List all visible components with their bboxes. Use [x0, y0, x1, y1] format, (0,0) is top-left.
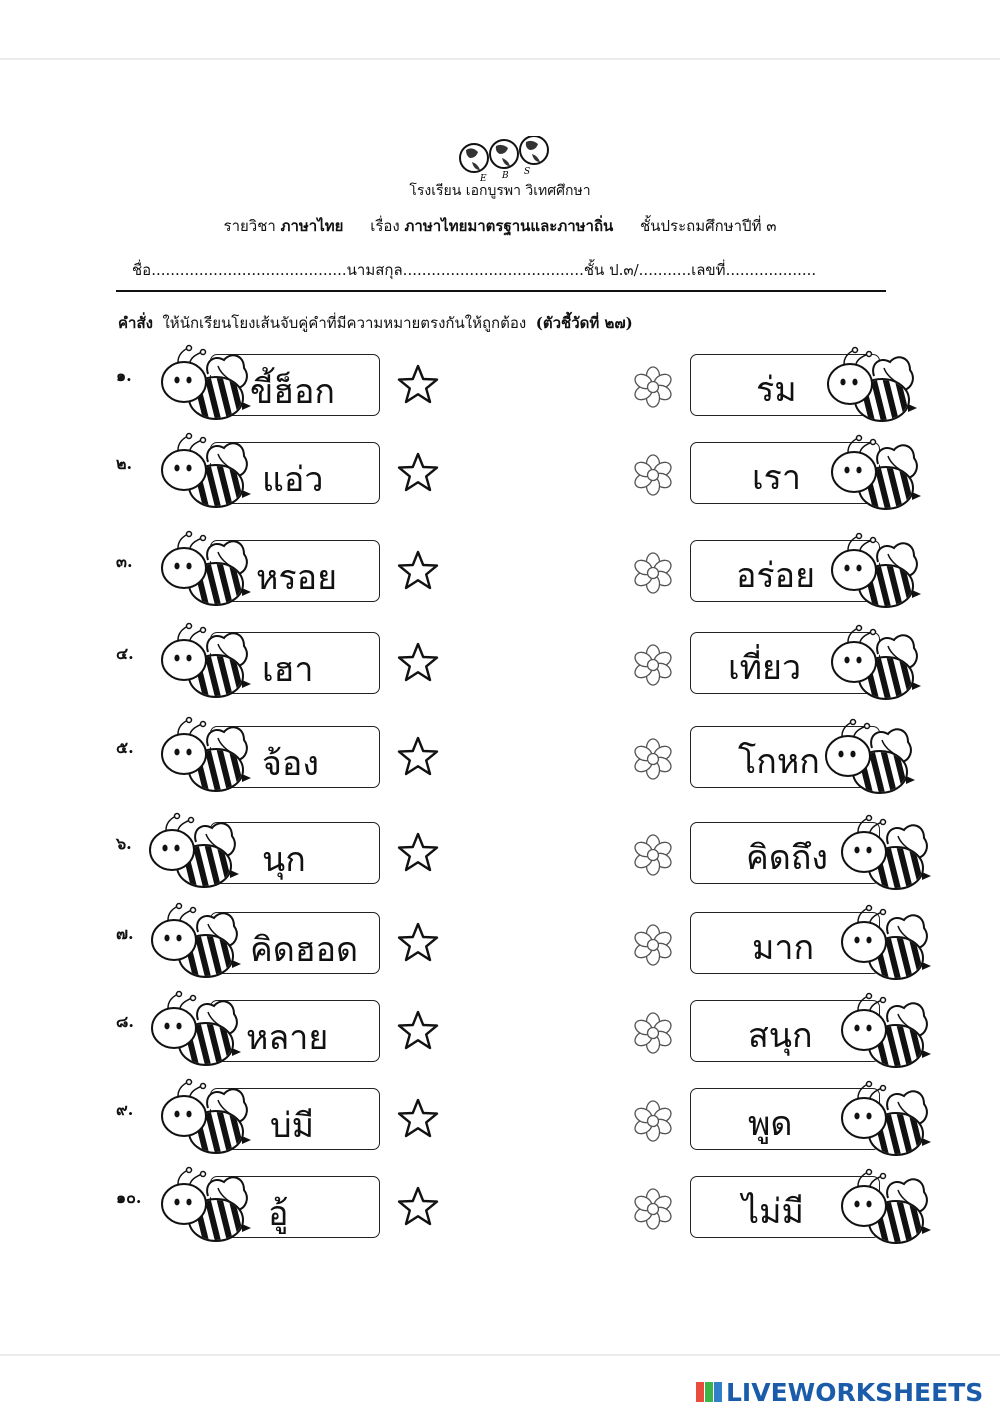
topic-label: เรื่อง [370, 217, 400, 235]
item-number: ๖. [116, 834, 132, 853]
subject-value: ภาษาไทย [280, 217, 344, 235]
bee-icon [826, 434, 922, 516]
dialect-word: ขี้ฮ็อก [250, 372, 335, 412]
match-row [0, 998, 1000, 1072]
flower-connector-icon[interactable] [630, 1098, 676, 1144]
bee-icon [156, 716, 252, 798]
bee-icon [146, 990, 242, 1072]
dialect-word: บ่มี [270, 1106, 314, 1146]
subject-line [0, 214, 1000, 238]
dialect-word: หลาย [246, 1018, 329, 1058]
dialect-word: แอ่ว [262, 460, 324, 500]
standard-word: ร่ม [756, 370, 797, 410]
instruction-label: คำสั่ง [118, 314, 153, 332]
flower-connector-icon[interactable] [630, 550, 676, 596]
bottom-divider [0, 1354, 1000, 1356]
flower-connector-icon[interactable] [630, 364, 676, 410]
standard-word: ไม่มี [742, 1192, 804, 1232]
standard-word: เรา [752, 458, 801, 498]
flower-connector-icon[interactable] [630, 452, 676, 498]
bee-icon [156, 530, 252, 612]
indicator: (ตัวชี้วัดที่ ๒๗) [535, 314, 633, 332]
bee-icon [820, 718, 916, 800]
header-rule [116, 290, 886, 292]
match-row [0, 440, 1000, 514]
logo-letter-b: B [502, 171, 509, 181]
subject-label: รายวิชา [223, 217, 276, 235]
flower-connector-icon[interactable] [630, 642, 676, 688]
bee-icon [144, 812, 240, 894]
dialect-word: หรอย [256, 558, 338, 598]
standard-word: สนุก [748, 1016, 813, 1056]
match-row [0, 820, 1000, 894]
standard-word: พูด [748, 1104, 793, 1144]
dialect-word: นุก [262, 840, 306, 880]
match-row [0, 910, 1000, 984]
match-row [0, 1086, 1000, 1160]
item-number: ๙. [116, 1100, 134, 1119]
item-number: ๒. [116, 454, 133, 473]
school-logo [458, 136, 550, 182]
bee-icon [826, 532, 922, 614]
topic-value: ภาษาไทยมาตรฐานและภาษาถิ่น [404, 217, 614, 235]
standard-word: เที่ยว [728, 648, 802, 688]
bee-icon [156, 1078, 252, 1160]
item-number: ๘. [116, 1012, 134, 1031]
liveworksheets-brand[interactable]: LIVEWORKSHEETS [726, 1378, 984, 1407]
instruction-text: ให้นักเรียนโยงเส้นจับคู่คำที่มีความหมายตรงกันให้ถูกต้อง [162, 314, 527, 332]
star-connector-icon[interactable] [395, 1184, 441, 1230]
star-connector-icon[interactable] [395, 548, 441, 594]
bee-icon [156, 622, 252, 704]
star-connector-icon[interactable] [395, 830, 441, 876]
bee-icon [836, 904, 932, 986]
logo-letter-s: S [524, 167, 531, 177]
standard-word: โกหก [738, 742, 820, 782]
bee-icon [836, 992, 932, 1074]
match-row [0, 724, 1000, 798]
flower-connector-icon[interactable] [630, 1186, 676, 1232]
bee-icon [836, 814, 932, 896]
match-row [0, 538, 1000, 612]
top-divider [0, 58, 1000, 60]
item-number: ๔. [116, 644, 134, 663]
bee-icon [826, 624, 922, 706]
match-row [0, 1174, 1000, 1248]
item-number: ๗. [116, 924, 134, 943]
dialect-word: จ้อง [262, 744, 319, 784]
star-connector-icon[interactable] [395, 1096, 441, 1142]
standard-word: อร่อย [736, 556, 816, 596]
bee-icon [836, 1080, 932, 1162]
bee-icon [822, 346, 918, 428]
bee-icon [156, 432, 252, 514]
name-fields-line[interactable]: ชื่อ.........................................นามสกุล......................................ชั้น ป.๓/...........เลขที่................... [132, 261, 817, 279]
standard-word: คิดถึง [746, 838, 829, 878]
bee-icon [836, 1168, 932, 1250]
flower-connector-icon[interactable] [630, 922, 676, 968]
item-number: ๑. [116, 366, 132, 385]
star-connector-icon[interactable] [395, 450, 441, 496]
grade-label: ชั้นประถมศึกษาปีที่ ๓ [640, 217, 777, 235]
school-name: โรงเรียน เอกบูรพา วิเทศศึกษา [409, 183, 591, 199]
star-connector-icon[interactable] [395, 640, 441, 686]
flower-connector-icon[interactable] [630, 1010, 676, 1056]
match-row [0, 352, 1000, 426]
star-connector-icon[interactable] [395, 1008, 441, 1054]
star-connector-icon[interactable] [395, 920, 441, 966]
item-number: ๕. [116, 738, 134, 757]
match-row [0, 630, 1000, 704]
flower-connector-icon[interactable] [630, 832, 676, 878]
star-connector-icon[interactable] [395, 734, 441, 780]
instruction [118, 311, 633, 335]
standard-word: มาก [752, 928, 815, 968]
star-connector-icon[interactable] [395, 362, 441, 408]
bee-icon [146, 902, 242, 984]
dialect-word: คิดฮอด [250, 930, 359, 970]
bee-icon [156, 1166, 252, 1248]
bee-icon [156, 344, 252, 426]
item-number: ๑๐. [116, 1188, 142, 1207]
flower-connector-icon[interactable] [630, 736, 676, 782]
item-number: ๓. [116, 552, 133, 571]
dialect-word: อู้ [268, 1194, 289, 1234]
logo-letter-e: E [480, 174, 487, 182]
dialect-word: เฮา [262, 650, 314, 690]
liveworksheets-logo-icon [696, 1380, 724, 1404]
